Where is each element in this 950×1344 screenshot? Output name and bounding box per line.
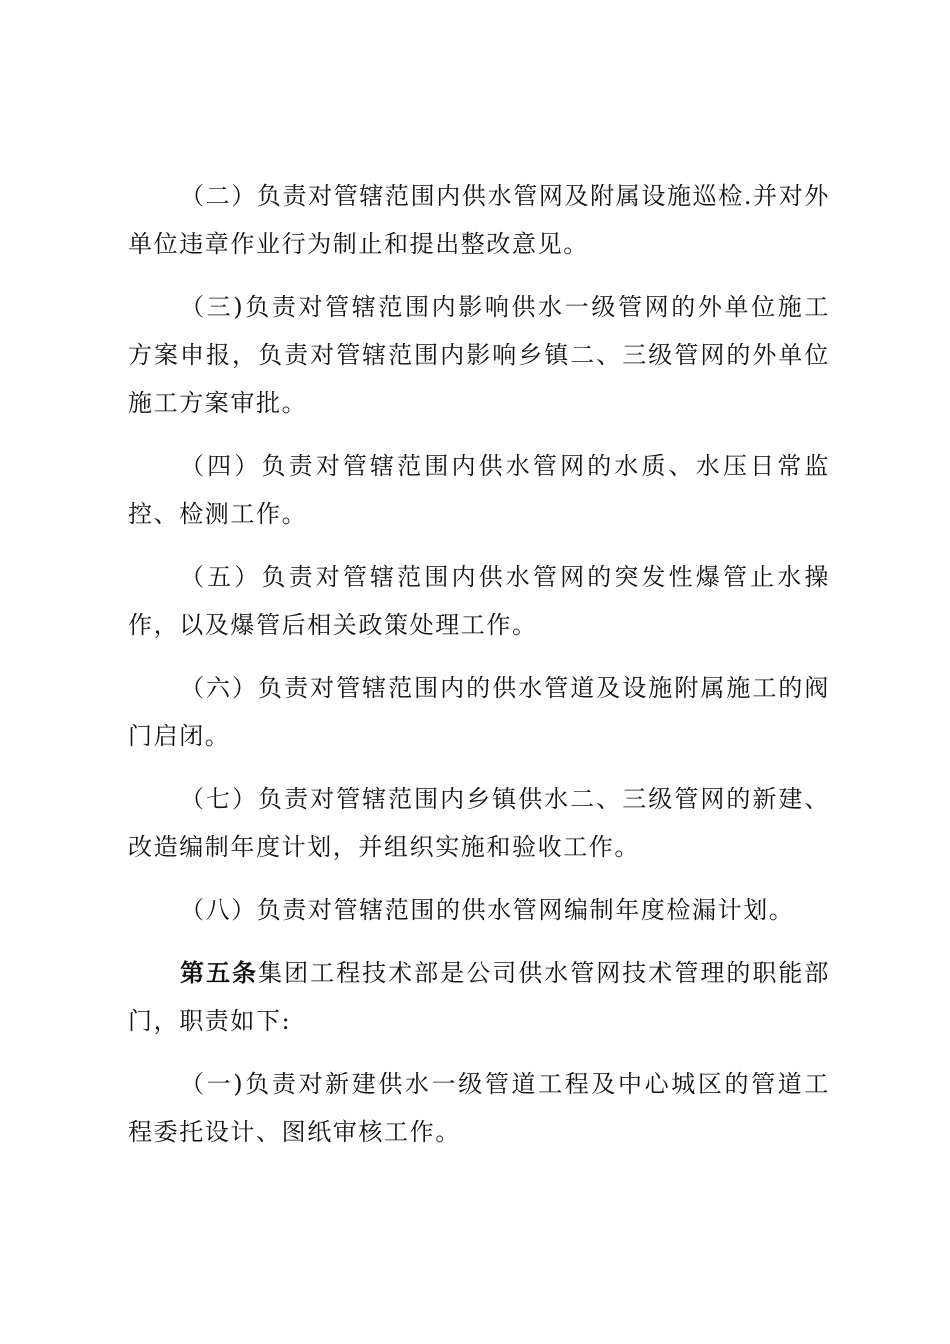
paragraph-item-6: （六）负责对管辖范围内的供水管道及设施附属施工的阀门启闭。: [128, 674, 830, 750]
article-5-text: 集团工程技术部是公司供水管网技术管理的职能部门，职责如下:: [128, 959, 830, 1035]
article-5-heading: 第五条: [180, 958, 259, 987]
paragraph-item-3: （三)负责对管辖范围内影响供水一级管网的外单位施工方案申报，负责对管辖范围内影响乡镇二、三级管网的外单位施工方案审批。: [128, 293, 830, 417]
paragraph-item-2: （二）负责对管辖范围内供水管网及附属设施巡检.并对外单位违章作业行为制止和提出整改意见。: [128, 182, 830, 258]
paragraph-item-7: （七）负责对管辖范围内乡镇供水二、三级管网的新建、改造编制年度计划，并组织实施和验收工作。: [128, 785, 830, 861]
paragraph-item-5: （五）负责对管辖范围内供水管网的突发性爆管止水操作，以及爆管后相关政策处理工作。: [128, 563, 830, 639]
paragraph-item-8: （八）负责对管辖范围的供水管网编制年度检漏计划。: [180, 896, 795, 924]
article-5-item-1: （一)负责对新建供水一级管道工程及中心城区的管道工程委托设计、图纸审核工作。: [128, 1070, 830, 1146]
article-5-paragraph: [128, 949, 830, 1045]
document-body: [128, 172, 830, 1171]
paragraph-item-4: （四）负责对管辖范围内供水管网的水质、水压日常监控、检测工作。: [128, 452, 830, 528]
